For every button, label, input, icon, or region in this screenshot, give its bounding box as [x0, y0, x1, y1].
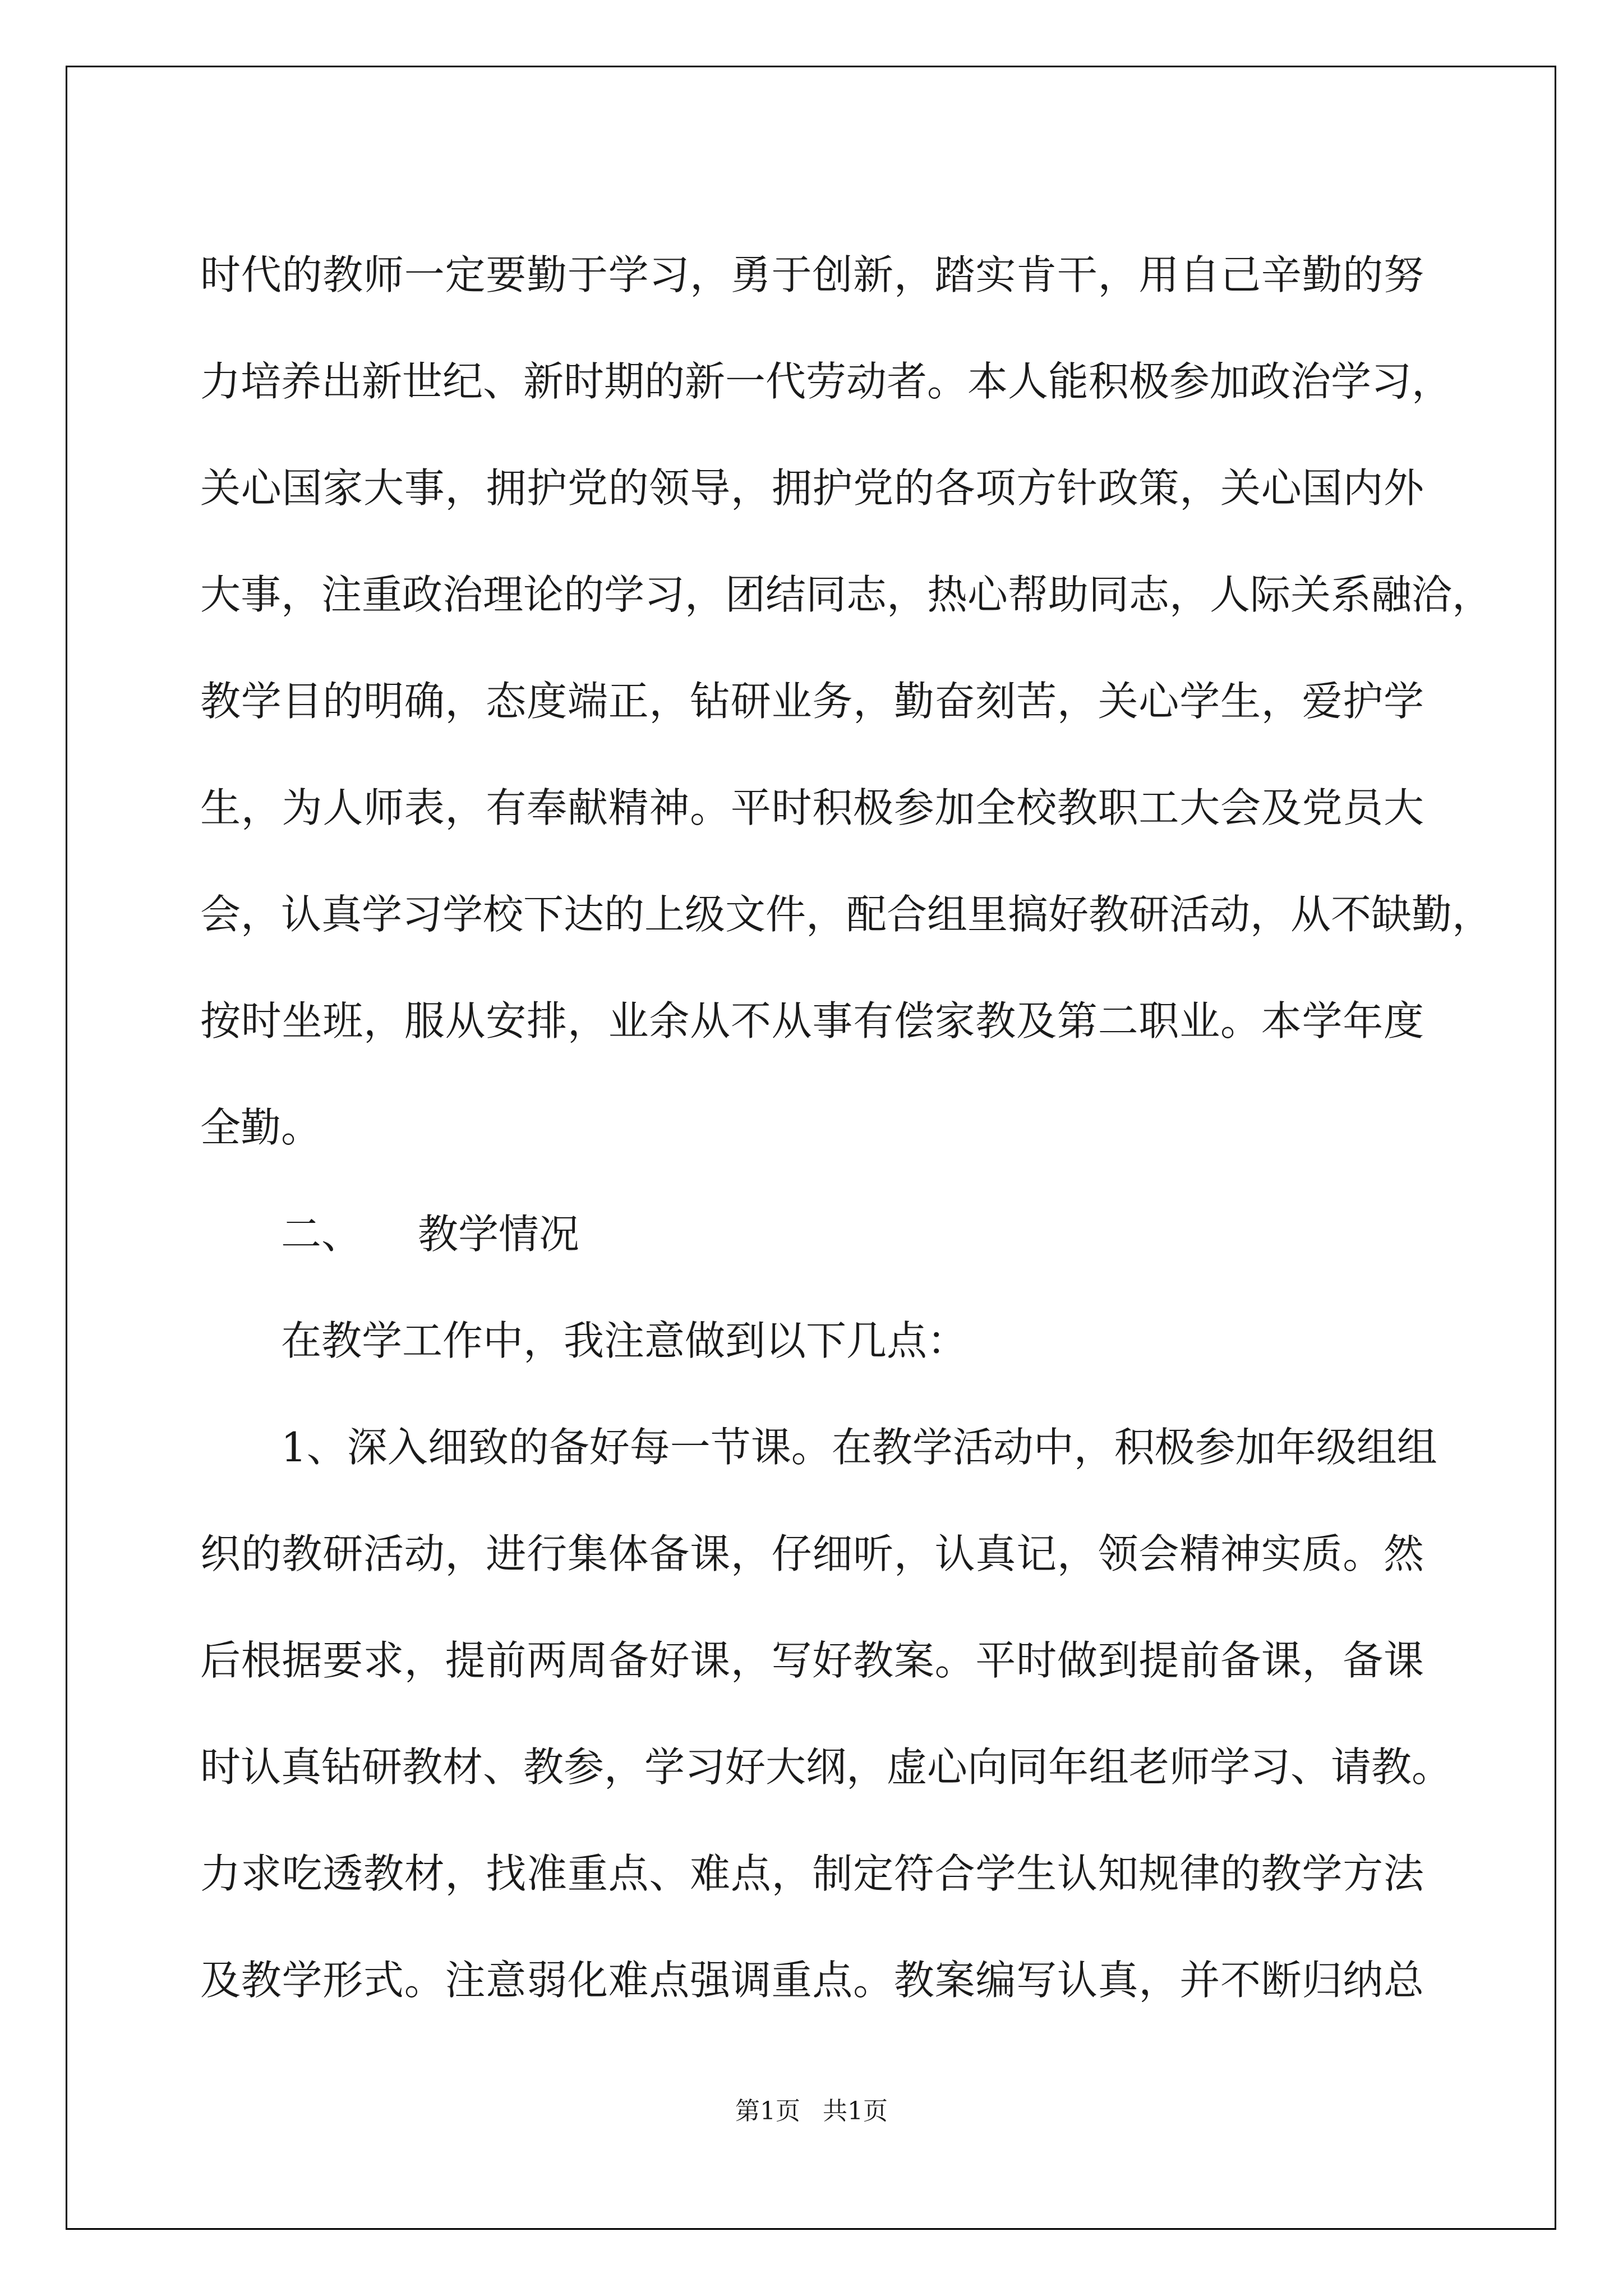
text-line: 大事，注重政治理论的学习，团结同志，热心帮助同志，人际关系融洽， — [200, 571, 1493, 618]
text-line: 力培养出新世纪、新时期的新一代劳动者。本人能积极参加政治学习， — [200, 358, 1453, 405]
page-number-current: 第1页 — [735, 2097, 800, 2125]
text-line: 时代的教师一定要勤于学习，勇于创新，踏实肯干，用自己辛勤的努 — [200, 251, 1424, 298]
item-line: 后根据要求，提前两周备好课，写好教案。平时做到提前备课，备课 — [200, 1637, 1424, 1684]
page-footer — [0, 2091, 1623, 2127]
item-line: 力求吃透教材，找准重点、难点，制定符合学生认知规律的教学方法 — [200, 1850, 1424, 1897]
item-line: 织的教研活动，进行集体备课，仔细听，认真记，领会精神实质。然 — [200, 1530, 1424, 1577]
text-line: 按时坐班，服从安排，业余从不从事有偿家教及第二职业。本学年度 — [200, 997, 1424, 1045]
text-line: 全勤。 — [200, 1104, 322, 1151]
item-line: 及教学形式。注意弱化难点强调重点。教案编写认真，并不断归纳总 — [200, 1957, 1424, 2004]
item-line: 时认真钻研教材、教参，学习好大纲，虚心向同年组老师学习、请教。 — [200, 1743, 1453, 1791]
text-line: 会，认真学习学校下达的上级文件，配合组里搞好教研活动，从不缺勤， — [200, 891, 1493, 938]
section-heading-title: 教学情况 — [418, 1211, 580, 1258]
section-heading-number: 二、 — [281, 1211, 362, 1258]
item-line: 1、深入细致的备好每一节课。在教学活动中，积极参加年级组组 — [281, 1424, 1437, 1471]
section-heading — [200, 1181, 1424, 1287]
text-line: 生，为人师表，有奉献精神。平时积极参加全校教职工大会及党员大 — [200, 784, 1424, 831]
text-line: 教学目的明确，态度端正，钻研业务，勤奋刻苦，关心学生，爱护学 — [200, 678, 1424, 725]
document-body — [200, 222, 1493, 2033]
page-number-total: 共1页 — [823, 2097, 888, 2125]
text-line: 关心国家大事，拥护党的领导，拥护党的各项方针政策，关心国内外 — [200, 464, 1424, 512]
intro-line: 在教学工作中，我注意做到以下几点： — [281, 1317, 968, 1364]
